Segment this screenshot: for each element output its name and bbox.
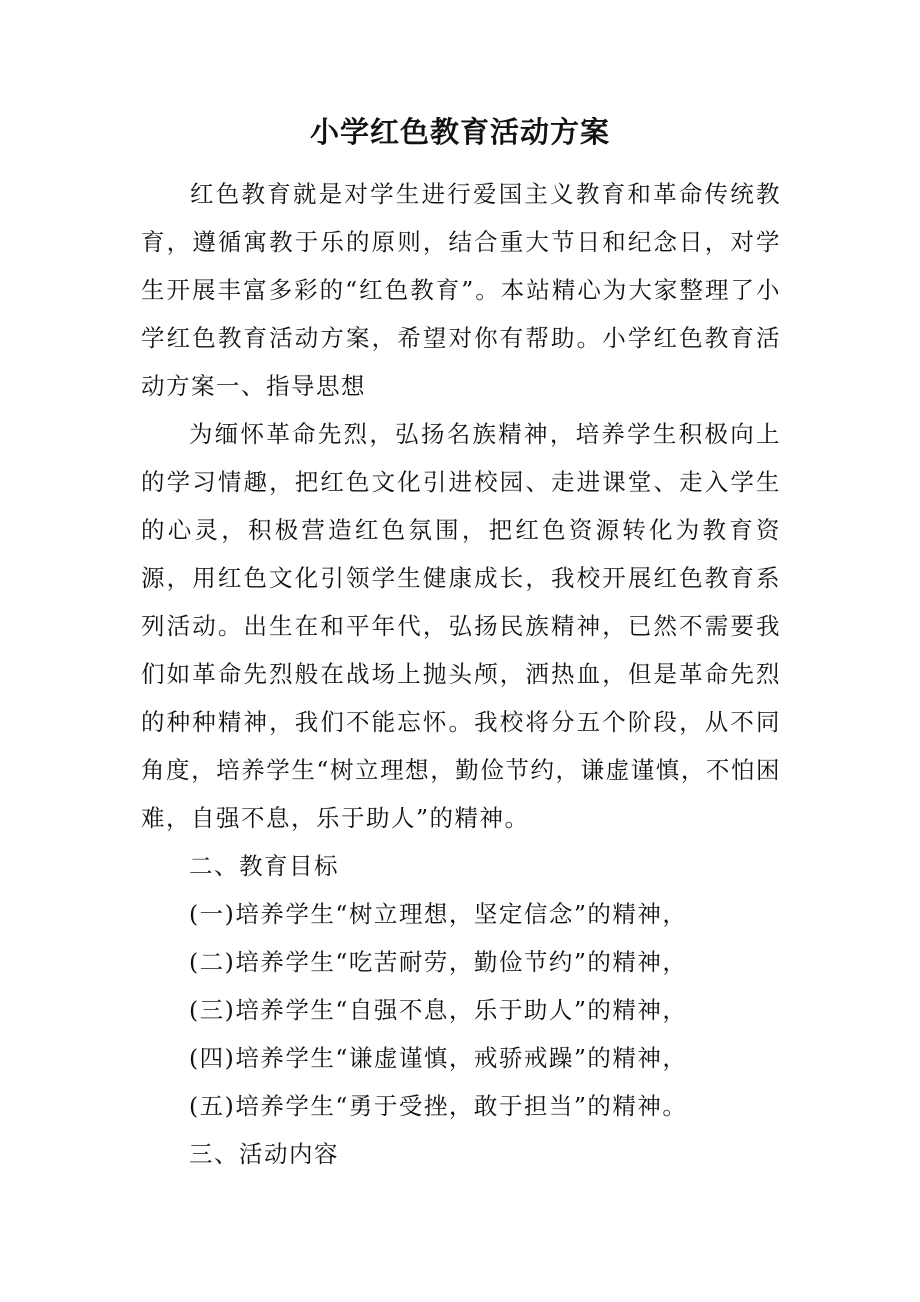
section-heading-goals: 二、教育目标: [189, 852, 339, 880]
intro-paragraph: 红色教育就是对学生进行爱国主义教育和革命传统教育，遵循寓教于乐的原则，结合重大节日和纪念日，对学生开展丰富多彩的“红色教育”。本站精心为大家整理了小学红色教育活动方案，希望对你有帮助。小学红色教育活动方案一、指导思想: [141, 180, 781, 400]
document-body: [141, 170, 781, 1178]
goal-item-1: (一)培养学生“树立理想，坚定信念”的精神，: [189, 900, 688, 928]
goal-item-4: (四)培养学生“谦虚谨慎，戒骄戒躁”的精神，: [189, 1044, 688, 1072]
section-heading-activities: 三、活动内容: [189, 1140, 339, 1168]
goal-item-3: (三)培养学生“自强不息，乐于助人”的精神，: [189, 996, 688, 1024]
guiding-thought-paragraph: 为缅怀革命先烈，弘扬名族精神，培养学生积极向上的学习情趣，把红色文化引进校园、走进课堂、走入学生的心灵，积极营造红色氛围，把红色资源转化为教育资源，用红色文化引领学生健康成长，我校开展红色教育系列活动。出生在和平年代，弘扬民族精神，已然不需要我们如革命先烈般在战场上抛头颅，洒热血，但是革命先烈的种种精神，我们不能忘怀。我校将分五个阶段，从不同角度，培养学生“树立理想，勤俭节约，谦虚谨慎，不怕困难，自强不息，乐于助人”的精神。: [141, 420, 781, 832]
goal-item-5: (五)培养学生“勇于受挫，敢于担当”的精神。: [189, 1092, 688, 1120]
document-title: 小学红色教育活动方案: [309, 115, 610, 149]
goal-item-2: (二)培养学生“吃苦耐劳，勤俭节约”的精神，: [189, 948, 688, 976]
